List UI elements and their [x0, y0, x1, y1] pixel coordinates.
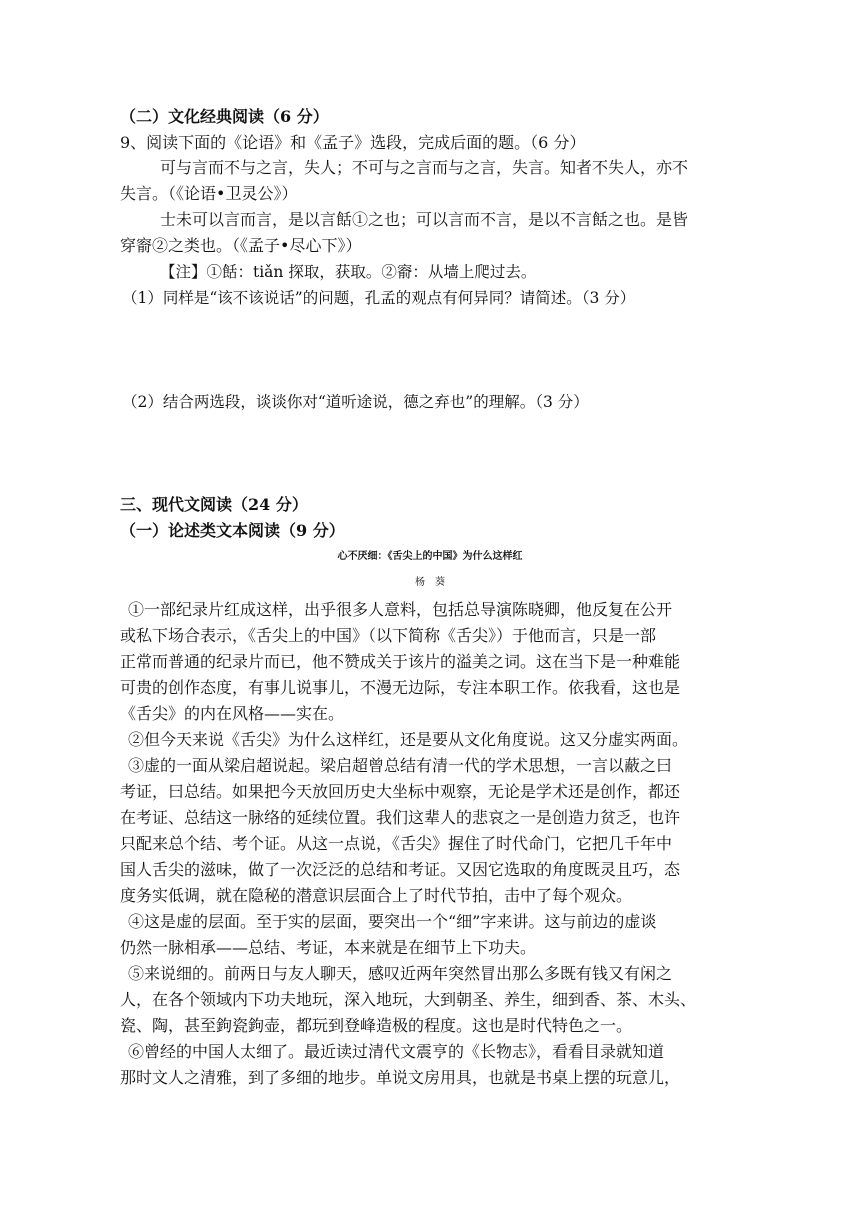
- article-line: ①一部纪录片红成这样，出乎很多人意料，包括总导演陈晓卿，他反复在公开: [128, 600, 673, 619]
- article-line: 正常而普通的纪录片而已，他不赞成关于该片的溢美之词。这在当下是一种难能: [120, 652, 681, 671]
- article-line: 在考证、总结这一脉络的延续位置。我们这辈人的悲哀之一是创造力贫乏，也许: [120, 808, 681, 827]
- article-line: ②但今天来说《舌尖》为什么这样红，还是要从文化角度说。这又分虚实两面。: [128, 730, 689, 749]
- article-line: 只配来总个结、考个证。从这一点说，《舌尖》握住了时代命门，它把几千年中: [120, 834, 673, 853]
- question-9-part-2: （2）结合两选段，谈谈你对“道听途说，德之弃也”的理解。（3 分）: [122, 393, 589, 411]
- article-line: ⑤来说细的。前两日与友人聊天，感叹近两年突然冒出那么多既有钱又有闲之: [128, 964, 673, 983]
- section2-heading: （二）文化经典阅读（6 分）: [120, 107, 329, 126]
- article-line: 《舌尖》的内在风格——实在。: [120, 704, 345, 723]
- mengzi-excerpt-line-2: 穿窬②之类也。（《孟子•尽心下》）: [120, 236, 362, 255]
- article-line: ⑥曾经的中国人太细了。最近读过清代文震亨的《长物志》，看看目录就知道: [128, 1042, 665, 1061]
- footnote: 【注】①餂：tiǎn 探取，获取。②窬：从墙上爬过去。: [160, 263, 537, 281]
- article-line: 考证，曰总结。如果把今天放回历史大坐标中观察，无论是学术还是创作，都还: [120, 782, 681, 801]
- lunyu-excerpt-line-1: 可与言而不与之言，失人；不可与之言而与之言，失言。知者不失人，亦不: [160, 158, 689, 177]
- article-line: ③虚的一面从梁启超说起。梁启超曾总结有清一代的学术思想，一言以蔽之曰: [128, 756, 673, 775]
- article-author: 杨 葵: [415, 577, 445, 588]
- article-title: 心不厌细：《舌尖上的中国》为什么这样红: [337, 551, 523, 562]
- section3-heading: 三、现代文阅读（24 分）: [120, 495, 308, 514]
- article-line: 瓷、陶，甚至鉤瓷鉤壶，都玩到登峰造极的程度。这也是时代特色之一。: [120, 1016, 633, 1035]
- article-line: 度务实低调，就在隐秘的潜意识层面合上了时代节拍，击中了每个观众。: [120, 886, 633, 905]
- question-9-part-1: （1）同样是“该不该说话”的问题，孔孟的观点有何异同？请简述。（3 分）: [122, 289, 636, 307]
- mengzi-excerpt-line-1: 士未可以言而言，是以言餂①之也；可以言而不言，是以不言餂之也。是皆: [160, 210, 689, 229]
- subsection1-heading: （一）论述类文本阅读（9 分）: [120, 521, 345, 540]
- article-line: ④这是虚的层面。至于实的层面，要突出一个“细”字来讲。这与前边的虚谈: [128, 912, 657, 931]
- article-line: 可贵的创作态度，有事儿说事儿，不漫无边际，专注本职工作。依我看，这也是: [120, 678, 681, 697]
- article-line: 仍然一脉相承——总结、考证，本来就是在细节上下功夫。: [120, 938, 537, 957]
- article-line: 人，在各个领域内下功夫地玩，深入地玩，大到朝圣、养生，细到香、茶、木头、: [120, 990, 697, 1009]
- article-line: 国人舌尖的滋味，做了一次泛泛的总结和考证。又因它选取的角度既灵且巧，态: [120, 860, 681, 879]
- article-line: 那时文人之清雅，到了多细的地步。单说文房用具，也就是书桌上摆的玩意儿，: [120, 1068, 681, 1087]
- lunyu-excerpt-line-2: 失言。（《论语•卫灵公》）: [120, 184, 298, 203]
- question-9-prompt: 9、阅读下面的《论语》和《孟子》选段，完成后面的题。（6 分）: [120, 133, 586, 152]
- article-line: 或私下场合表示，《舌尖上的中国》（以下简称《舌尖》）于他而言，只是一部: [120, 626, 657, 645]
